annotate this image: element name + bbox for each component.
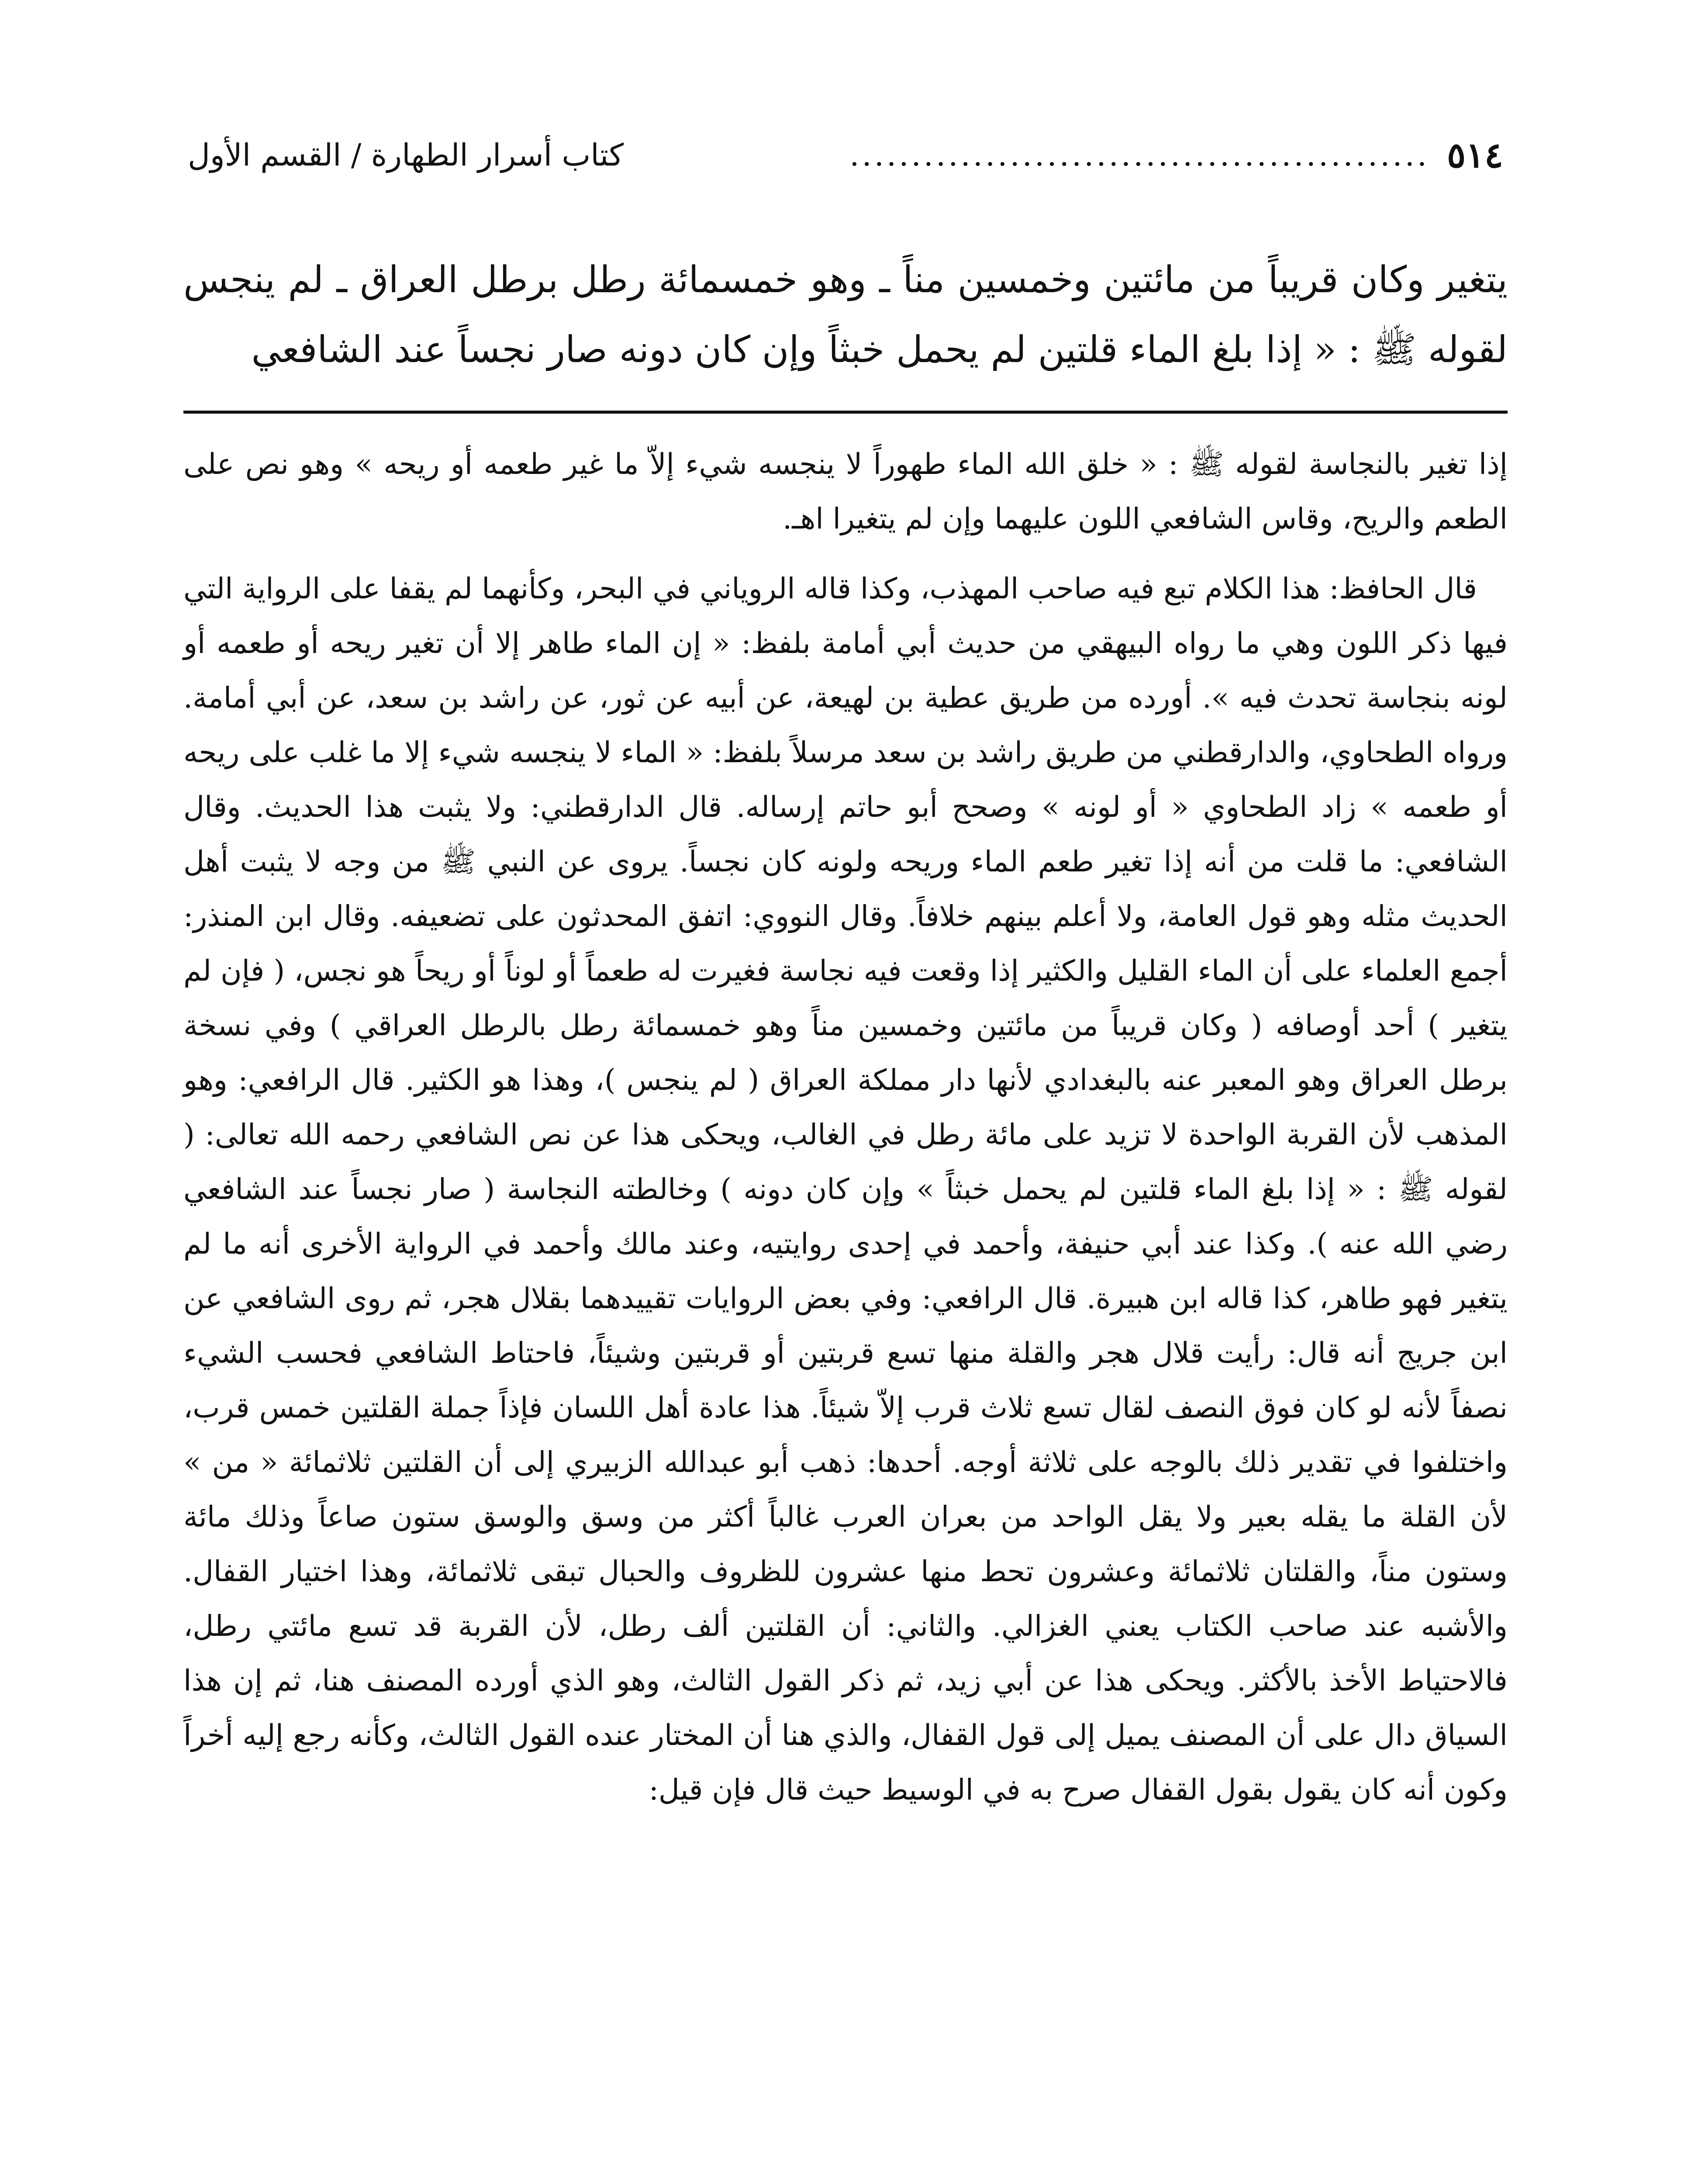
commentary <box>183 437 1508 1832</box>
page-header <box>188 131 1503 179</box>
commentary-paragraph: إذا تغير بالنجاسة لقوله ﷺ : « خلق الله الماء طهوراً لا ينجسه شيء إلاّ ما غير طعمه أو ريحه » وهو نص على الطعم والريح، وقاس الشافعي اللون عليهما وإن لم يتغيرا اهـ. <box>183 447 1508 536</box>
page-number: ٥١٤ <box>1447 135 1503 176</box>
commentary-paragraph: قال الحافظ: هذا الكلام تبع فيه صاحب المهذب، وكذا قاله الروياني في البحر، وكأنهما لم يقفا على الرواية التي فيها ذكر اللون وهي ما رواه البيهقي من حديث أبي أمامة بلفظ: « إن الماء طاهر إلا أن تغير ريحه أو طعمه أو لونه بنجاسة تحدث فيه ». أورده من طريق عطية بن لهيعة، عن أبيه عن ثور، عن راشد بن سعد، عن أبي أمامة. ورواه الطحاوي، والدارقطني من طريق راشد بن سعد مرسلاً بلفظ: « الماء لا ينجسه شيء إلا ما غلب على ريحه أو طعمه » زاد الطحاوي « أو لونه » وصحح أبو حاتم إرساله. قال الدارقطني: ولا يثبت هذا الحديث. وقال الشافعي: ما قلت من أنه إذا تغير طعم الماء وريحه ولونه كان نجساً. يروى عن النبي ﷺ من وجه لا يثبت أهل الحديث مثله وهو قول العامة، ولا أعلم بينهم خلافاً. وقال النووي: اتفق المحدثون على تضعيفه. وقال ابن المنذر: أجمع العلماء على أن الماء القليل والكثير إذا وقعت فيه نجاسة فغيرت له طعماً أو لوناً أو ريحاً هو نجس، ( فإن لم يتغير ) أحد أوصافه ( وكان قريباً من مائتين وخمسين مناً وهو خمسمائة رطل بالرطل العراقي ) وفي نسخة برطل العراق وهو المعبر عنه بالبغدادي لأنها دار مملكة العراق ( لم ينجس )، وهذا هو الكثير. قال الرافعي: وهو المذهب لأن القربة الواحدة لا تزيد على مائة رطل في الغالب، ويحكى هذا عن نص الشافعي رحمه الله تعالى: ( لقوله ﷺ : « إذا بلغ الماء قلتين لم يحمل خبثاً » وإن كان دونه ) وخالطته النجاسة ( صار نجساً عند الشافعي رضي الله عنه ). وكذا عند أبي حنيفة، وأحمد في إحدى روايتيه، وعند مالك وأحمد في الرواية الأخرى أنه ما لم يتغير فهو طاهر، كذا قاله ابن هبيرة. قال الرافعي: وفي بعض الروايات تقييدهما بقلال هجر، ثم روى الشافعي عن ابن جريج أنه قال: رأيت قلال هجر والقلة منها تسع قربتين أو قربتين وشيئاً، فاحتاط الشافعي فحسب الشيء نصفاً لأنه لو كان فوق النصف لقال تسع ثلاث قرب إلاّ شيئاً. هذا عادة أهل اللسان فإذاً جملة القلتين خمس قرب، واختلفوا في تقدير ذلك بالوجه على ثلاثة أوجه. أحدها: ذهب أبو عبدالله الزبيري إلى أن القلتين ثلاثمائة « من » لأن القلة ما يقله بعير ولا يقل الواحد من بعران العرب غالباً أكثر من وسق والوسق ستون صاعاً وذلك مائة وستون مناً، والقلتان ثلاثمائة وعشرون تحط منها عشرون للظروف والحبال تبقى ثلاثمائة، وهذا اختيار القفال. والأشبه عند صاحب الكتاب يعني الغزالي. والثاني: أن القلتين ألف رطل، لأن القربة قد تسع مائتي رطل، فالاحتياط الأخذ بالأكثر. ويحكى هذا عن أبي زيد، ثم ذكر القول الثالث، وهو الذي أورده المصنف هنا، ثم إن هذا السياق دال على أن المصنف يميل إلى قول القفال، والذي هنا أن المختار عنده القول الثالث، وكأنه رجع إليه أخراً وكون أنه كان يقول بقول القفال صرح به في الوسيط حيث قال فإن قيل: <box>183 572 1508 1807</box>
separator-rule <box>183 411 1508 414</box>
header-leader-dots: ............................................... <box>849 137 1430 173</box>
running-title: كتاب أسرار الطهارة / القسم الأول <box>188 137 624 173</box>
main-text <box>183 245 1508 384</box>
main-paragraph: يتغير وكان قريباً من مائتين وخمسين مناً ـ وهو خمسمائة رطل برطل العراق ـ لم ينجس لقوله ﷺ : « إذا بلغ الماء قلتين لم يحمل خبثاً وإن كان دونه صار نجساً عند الشافعي <box>183 258 1508 371</box>
